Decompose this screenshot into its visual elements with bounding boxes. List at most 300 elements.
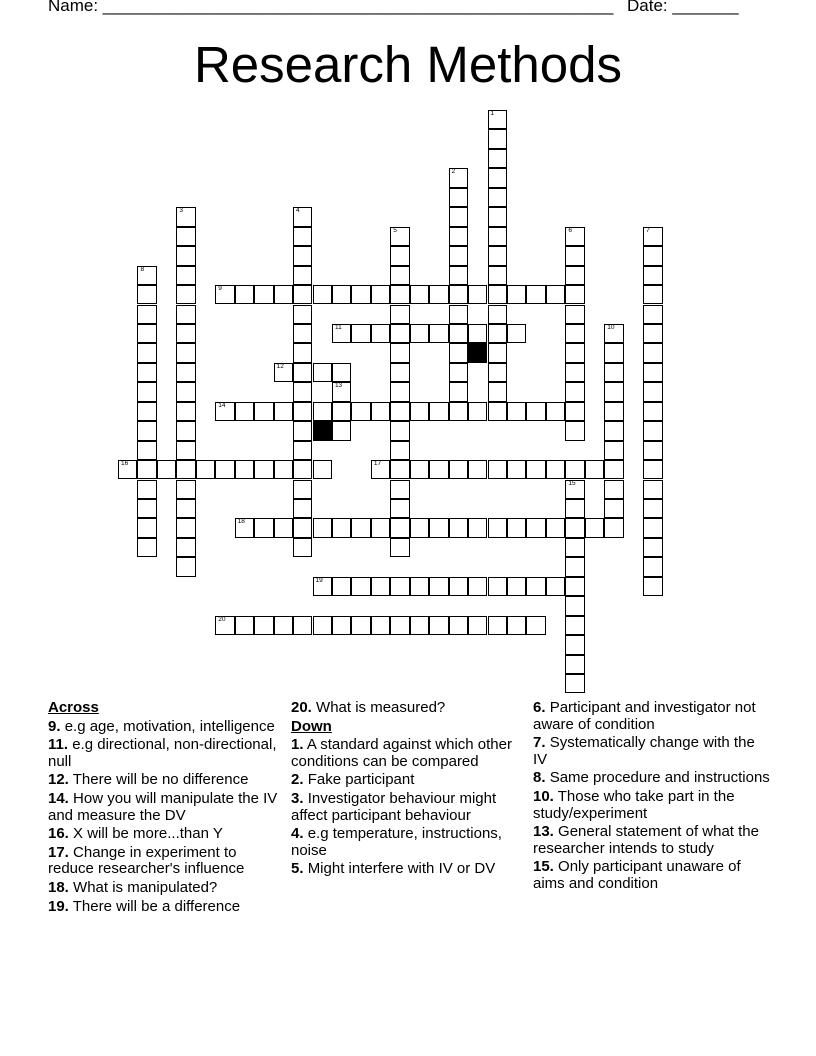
crossword-cell[interactable]: [332, 382, 351, 401]
crossword-cell[interactable]: [118, 460, 137, 479]
crossword-cell[interactable]: [565, 655, 584, 674]
crossword-cell[interactable]: [643, 460, 662, 479]
crossword-cell[interactable]: [390, 382, 409, 401]
crossword-cell[interactable]: [137, 460, 156, 479]
crossword-cell[interactable]: [390, 460, 409, 479]
crossword-cell[interactable]: [604, 460, 623, 479]
crossword-cell[interactable]: [526, 285, 545, 304]
crossword-cell[interactable]: [449, 518, 468, 537]
crossword-cell[interactable]: [565, 557, 584, 576]
clue-number: 10.: [533, 787, 554, 805]
crossword-cell[interactable]: [585, 460, 604, 479]
clue-column-2: [291, 700, 523, 880]
clue-down: [533, 859, 773, 892]
crossword-cell[interactable]: [488, 285, 507, 304]
crossword-cell[interactable]: [351, 518, 370, 537]
crossword-cell[interactable]: [643, 577, 662, 596]
crossword-cell[interactable]: [643, 499, 662, 518]
crossword-cell[interactable]: [176, 518, 195, 537]
crossword-cell[interactable]: [643, 441, 662, 460]
crossword-cell[interactable]: [176, 266, 195, 285]
crossword-cell[interactable]: [351, 577, 370, 596]
crossword-cell[interactable]: [293, 246, 312, 265]
clue-text: Those who take part in the study/experiment: [533, 787, 735, 822]
crossword-cell[interactable]: [274, 363, 293, 382]
crossword-cell[interactable]: [390, 518, 409, 537]
crossword-cell[interactable]: [449, 246, 468, 265]
crossword-cell[interactable]: [565, 382, 584, 401]
crossword-cell[interactable]: [176, 460, 195, 479]
crossword-cell[interactable]: [565, 499, 584, 518]
crossword-cell[interactable]: [449, 382, 468, 401]
crossword-cell[interactable]: [565, 227, 584, 246]
crossword-cell[interactable]: [332, 402, 351, 421]
crossword-cell[interactable]: [137, 324, 156, 343]
crossword-cell[interactable]: [157, 460, 176, 479]
clue-text: What is measured?: [316, 699, 446, 716]
crossword-cell[interactable]: [546, 285, 565, 304]
crossword-cell[interactable]: [176, 499, 195, 518]
crossword-cell[interactable]: [468, 518, 487, 537]
crossword-cell[interactable]: [313, 285, 332, 304]
crossword-cell[interactable]: [604, 480, 623, 499]
crossword-cell[interactable]: [507, 285, 526, 304]
crossword-cell[interactable]: [565, 596, 584, 615]
crossword-cell[interactable]: [293, 499, 312, 518]
crossword-cell[interactable]: [176, 285, 195, 304]
crossword-cell[interactable]: [488, 577, 507, 596]
crossword-cell[interactable]: [643, 305, 662, 324]
crossword-cell[interactable]: [390, 343, 409, 362]
crossword-cell[interactable]: [449, 285, 468, 304]
crossword-cell[interactable]: [643, 246, 662, 265]
crossword-cell[interactable]: [565, 577, 584, 596]
crossword-cell[interactable]: [488, 188, 507, 207]
crossword-cell[interactable]: [176, 441, 195, 460]
crossword-cell[interactable]: [468, 616, 487, 635]
crossword-cell[interactable]: [643, 518, 662, 537]
crossword-cell[interactable]: [643, 324, 662, 343]
crossword-cell[interactable]: [488, 382, 507, 401]
clue-text: Change in experiment to reduce researcher's influence: [48, 843, 245, 878]
crossword-cell[interactable]: [526, 616, 545, 635]
crossword-cell[interactable]: [390, 441, 409, 460]
crossword-cell[interactable]: [410, 285, 429, 304]
crossword-cell[interactable]: [488, 246, 507, 265]
clue-text: Participant and investigator not aware of condition: [533, 699, 756, 733]
crossword-cell[interactable]: [565, 305, 584, 324]
crossword-cell[interactable]: [254, 460, 273, 479]
crossword-cell[interactable]: [488, 266, 507, 285]
crossword-cell[interactable]: [137, 305, 156, 324]
clue-text: There will be no difference: [72, 771, 249, 789]
crossword-block: [313, 421, 332, 440]
crossword-cell[interactable]: [176, 227, 195, 246]
crossword-cell[interactable]: [565, 324, 584, 343]
crossword-cell[interactable]: [565, 246, 584, 265]
crossword-cell[interactable]: [643, 402, 662, 421]
crossword-cell[interactable]: [546, 460, 565, 479]
crossword-cell[interactable]: [293, 441, 312, 460]
clue-number-label: 5: [393, 226, 397, 234]
crossword-cell[interactable]: [488, 110, 507, 129]
crossword-cell[interactable]: [604, 382, 623, 401]
crossword-cell[interactable]: [565, 616, 584, 635]
crossword-cell[interactable]: [488, 343, 507, 362]
crossword-cell[interactable]: [565, 266, 584, 285]
crossword-cell[interactable]: [293, 324, 312, 343]
crossword-cell[interactable]: [429, 402, 448, 421]
crossword-cell[interactable]: [526, 460, 545, 479]
crossword-cell[interactable]: [254, 285, 273, 304]
crossword-cell[interactable]: [332, 421, 351, 440]
crossword-cell[interactable]: [390, 577, 409, 596]
clue-text: Might interfere with IV or DV: [307, 860, 496, 878]
crossword-cell[interactable]: [449, 343, 468, 362]
crossword-cell[interactable]: [565, 635, 584, 654]
clue-down: [291, 772, 523, 789]
clue-number-label: 1: [490, 110, 495, 117]
crossword-cell[interactable]: [390, 402, 409, 421]
crossword-cell[interactable]: [332, 518, 351, 537]
crossword-cell[interactable]: [351, 616, 370, 635]
clue-column-1: [48, 700, 280, 917]
clue-section-heading: Down: [291, 717, 332, 735]
crossword-cell[interactable]: [235, 518, 254, 537]
crossword-cell[interactable]: [293, 363, 312, 382]
crossword-cell[interactable]: [390, 499, 409, 518]
crossword-cell[interactable]: [429, 285, 448, 304]
crossword-cell[interactable]: [293, 266, 312, 285]
crossword-cell[interactable]: [410, 402, 429, 421]
crossword-cell[interactable]: [235, 616, 254, 635]
crossword-cell[interactable]: [371, 518, 390, 537]
crossword-cell[interactable]: [565, 421, 584, 440]
crossword-cell[interactable]: [390, 246, 409, 265]
crossword-cell[interactable]: [643, 285, 662, 304]
crossword-cell[interactable]: [137, 441, 156, 460]
crossword-cell[interactable]: [643, 421, 662, 440]
crossword-cell[interactable]: [526, 577, 545, 596]
crossword-cell[interactable]: [274, 616, 293, 635]
clue-down: [291, 826, 523, 859]
crossword-cell[interactable]: [429, 616, 448, 635]
crossword-cell[interactable]: [390, 266, 409, 285]
clue-across: [48, 826, 280, 843]
crossword-cell[interactable]: [429, 577, 448, 596]
crossword-cell[interactable]: [196, 460, 215, 479]
crossword-cell[interactable]: [390, 480, 409, 499]
clue-number: 1.: [291, 736, 304, 754]
crossword-cell[interactable]: [215, 402, 234, 421]
crossword-cell[interactable]: [332, 577, 351, 596]
clue-number: 4.: [291, 825, 304, 843]
crossword-cell[interactable]: [429, 324, 448, 343]
crossword-cell[interactable]: [332, 363, 351, 382]
crossword-cell[interactable]: [604, 441, 623, 460]
crossword-cell[interactable]: [643, 538, 662, 557]
crossword-cell[interactable]: [274, 402, 293, 421]
crossword-cell[interactable]: [313, 577, 332, 596]
crossword-cell[interactable]: [468, 285, 487, 304]
crossword-cell[interactable]: [488, 402, 507, 421]
crossword-cell[interactable]: [293, 518, 312, 537]
crossword-cell[interactable]: [565, 674, 584, 693]
crossword-cell[interactable]: [390, 324, 409, 343]
crossword-cell[interactable]: [565, 538, 584, 557]
crossword-cell[interactable]: [565, 363, 584, 382]
crossword-cell[interactable]: [332, 324, 351, 343]
crossword-cell[interactable]: [371, 616, 390, 635]
crossword-cell[interactable]: [565, 460, 584, 479]
crossword-cell[interactable]: [449, 460, 468, 479]
crossword-cell[interactable]: [488, 168, 507, 187]
crossword-cell[interactable]: [643, 557, 662, 576]
crossword-cell[interactable]: [176, 557, 195, 576]
crossword-cell[interactable]: [351, 324, 370, 343]
clue-number-label: 11: [334, 323, 342, 331]
crossword-cell[interactable]: [488, 460, 507, 479]
clue-number: 12.: [48, 771, 69, 789]
crossword-cell[interactable]: [526, 402, 545, 421]
crossword-cell[interactable]: [449, 207, 468, 226]
crossword-cell[interactable]: [293, 616, 312, 635]
crossword-cell[interactable]: [604, 518, 623, 537]
crossword-cell[interactable]: [176, 538, 195, 557]
crossword-cell[interactable]: [235, 402, 254, 421]
clue-across: [48, 719, 280, 736]
crossword-cell[interactable]: [176, 324, 195, 343]
clue-number-label: 12: [276, 362, 284, 370]
clue-text: e.g directional, non-directional, null: [48, 736, 277, 770]
crossword-cell[interactable]: [585, 518, 604, 537]
crossword-cell[interactable]: [176, 480, 195, 499]
crossword-cell[interactable]: [488, 616, 507, 635]
clue-number-label: 6: [568, 226, 572, 234]
crossword-cell[interactable]: [449, 227, 468, 246]
crossword-cell[interactable]: [565, 285, 584, 304]
clue-number: 9.: [48, 717, 61, 735]
crossword-cell[interactable]: [137, 266, 156, 285]
crossword-cell[interactable]: [449, 305, 468, 324]
crossword-cell[interactable]: [488, 518, 507, 537]
crossword-cell[interactable]: [449, 577, 468, 596]
crossword-cell[interactable]: [488, 149, 507, 168]
crossword-cell[interactable]: [390, 538, 409, 557]
clue-across: [48, 791, 280, 824]
crossword-cell[interactable]: [565, 518, 584, 537]
crossword-cell[interactable]: [643, 363, 662, 382]
crossword-cell[interactable]: [488, 324, 507, 343]
crossword-cell[interactable]: [293, 285, 312, 304]
crossword-cell[interactable]: [429, 518, 448, 537]
crossword-cell[interactable]: [313, 363, 332, 382]
crossword-cell[interactable]: [137, 538, 156, 557]
crossword-cell[interactable]: [215, 616, 234, 635]
crossword-cell[interactable]: [488, 129, 507, 148]
crossword-cell[interactable]: [546, 402, 565, 421]
crossword-cell[interactable]: [604, 343, 623, 362]
clue-text: Fake participant: [307, 771, 415, 789]
crossword-cell[interactable]: [293, 421, 312, 440]
crossword-cell[interactable]: [215, 285, 234, 304]
crossword-cell[interactable]: [546, 577, 565, 596]
crossword-cell[interactable]: [526, 518, 545, 537]
crossword-cell[interactable]: [332, 285, 351, 304]
crossword-cell[interactable]: [176, 421, 195, 440]
crossword-cell[interactable]: [449, 616, 468, 635]
crossword-cell[interactable]: [410, 616, 429, 635]
crossword-cell[interactable]: [176, 402, 195, 421]
crossword-cell[interactable]: [507, 460, 526, 479]
crossword-cell[interactable]: [390, 616, 409, 635]
crossword-cell[interactable]: [254, 518, 273, 537]
crossword-cell[interactable]: [176, 305, 195, 324]
crossword-cell[interactable]: [643, 343, 662, 362]
crossword-cell[interactable]: [390, 421, 409, 440]
crossword-cell[interactable]: [390, 227, 409, 246]
crossword-cell[interactable]: [313, 460, 332, 479]
clue-number: 8.: [533, 769, 546, 787]
crossword-cell[interactable]: [254, 616, 273, 635]
crossword-cell[interactable]: [293, 460, 312, 479]
crossword-cell[interactable]: [332, 616, 351, 635]
crossword-cell[interactable]: [293, 227, 312, 246]
crossword-cell[interactable]: [507, 577, 526, 596]
crossword-cell[interactable]: [468, 324, 487, 343]
crossword-cell[interactable]: [390, 285, 409, 304]
crossword-cell[interactable]: [565, 402, 584, 421]
crossword-cell[interactable]: [488, 227, 507, 246]
crossword-cell[interactable]: [449, 363, 468, 382]
crossword-cell[interactable]: [604, 363, 623, 382]
crossword-cell[interactable]: [488, 363, 507, 382]
crossword-cell[interactable]: [274, 285, 293, 304]
crossword-cell[interactable]: [643, 382, 662, 401]
crossword-cell[interactable]: [293, 402, 312, 421]
crossword-cell[interactable]: [468, 460, 487, 479]
clue-down: [291, 737, 523, 770]
crossword-cell[interactable]: [410, 577, 429, 596]
clue-number: 15.: [533, 858, 554, 876]
crossword-cell[interactable]: [507, 518, 526, 537]
crossword-cell[interactable]: [215, 460, 234, 479]
crossword-cell[interactable]: [293, 538, 312, 557]
crossword-cell[interactable]: [449, 168, 468, 187]
clue-number-label: 20: [218, 615, 226, 623]
crossword-cell[interactable]: [371, 324, 390, 343]
crossword-cell[interactable]: [449, 402, 468, 421]
crossword-cell[interactable]: [565, 343, 584, 362]
crossword-cell[interactable]: [137, 518, 156, 537]
crossword-cell[interactable]: [449, 188, 468, 207]
crossword-cell[interactable]: [254, 402, 273, 421]
crossword-cell[interactable]: [137, 421, 156, 440]
crossword-cell[interactable]: [390, 305, 409, 324]
clue-text: Systematically change with the IV: [533, 734, 755, 768]
crossword-cell[interactable]: [643, 227, 662, 246]
crossword-cell[interactable]: [176, 382, 195, 401]
crossword-cell[interactable]: [468, 402, 487, 421]
crossword-cell[interactable]: [176, 363, 195, 382]
crossword-cell[interactable]: [137, 382, 156, 401]
crossword-cell[interactable]: [176, 343, 195, 362]
crossword-cell[interactable]: [565, 480, 584, 499]
clue-number: 2.: [291, 771, 304, 789]
crossword-cell[interactable]: [371, 460, 390, 479]
crossword-cell[interactable]: [137, 499, 156, 518]
crossword-cell[interactable]: [643, 266, 662, 285]
crossword-cell[interactable]: [449, 324, 468, 343]
crossword-cell[interactable]: [137, 480, 156, 499]
crossword-cell[interactable]: [507, 402, 526, 421]
crossword-cell[interactable]: [604, 324, 623, 343]
clue-down: [291, 791, 523, 824]
crossword-cell[interactable]: [293, 343, 312, 362]
clue-number-label: 17: [373, 460, 382, 468]
crossword-cell[interactable]: [604, 421, 623, 440]
crossword-cell[interactable]: [137, 402, 156, 421]
crossword-cell[interactable]: [410, 518, 429, 537]
crossword-cell[interactable]: [410, 460, 429, 479]
crossword-cell[interactable]: [604, 402, 623, 421]
crossword-cell[interactable]: [235, 460, 254, 479]
clue-text: What is manipulated?: [73, 878, 218, 896]
crossword-cell[interactable]: [293, 207, 312, 226]
crossword-cell[interactable]: [546, 518, 565, 537]
crossword-cell[interactable]: [604, 499, 623, 518]
crossword-cell[interactable]: [293, 480, 312, 499]
crossword-cell[interactable]: [449, 266, 468, 285]
crossword-cell[interactable]: [313, 518, 332, 537]
crossword-cell[interactable]: [293, 382, 312, 401]
crossword-cell[interactable]: [176, 207, 195, 226]
crossword-cell[interactable]: [274, 518, 293, 537]
crossword-cell[interactable]: [313, 402, 332, 421]
date-field-label: Date: _______: [627, 0, 739, 15]
crossword-cell[interactable]: [137, 343, 156, 362]
clue-column-3: [533, 700, 773, 895]
crossword-cell[interactable]: [371, 577, 390, 596]
crossword-cell[interactable]: [313, 616, 332, 635]
crossword-cell[interactable]: [507, 616, 526, 635]
crossword-cell[interactable]: [371, 285, 390, 304]
crossword-cell[interactable]: [488, 305, 507, 324]
clue-across: [48, 772, 280, 789]
clue-down: [533, 789, 773, 822]
clue-number-label: 15: [568, 479, 576, 487]
crossword-cell[interactable]: [351, 285, 370, 304]
crossword-cell[interactable]: [488, 207, 507, 226]
crossword-cell[interactable]: [137, 363, 156, 382]
clue-number-label: 2: [451, 168, 456, 176]
crossword-cell[interactable]: [351, 402, 370, 421]
crossword-cell[interactable]: [371, 402, 390, 421]
crossword-cell[interactable]: [293, 305, 312, 324]
crossword-cell[interactable]: [390, 363, 409, 382]
crossword-cell[interactable]: [429, 460, 448, 479]
crossword-cell[interactable]: [137, 285, 156, 304]
crossword-cell[interactable]: [176, 246, 195, 265]
crossword-cell[interactable]: [235, 285, 254, 304]
crossword-cell[interactable]: [507, 324, 526, 343]
crossword-cell[interactable]: [274, 460, 293, 479]
clue-across: [291, 700, 523, 717]
crossword-cell[interactable]: [643, 480, 662, 499]
crossword-cell[interactable]: [468, 577, 487, 596]
clue-down: [533, 770, 773, 787]
crossword-cell[interactable]: [410, 324, 429, 343]
